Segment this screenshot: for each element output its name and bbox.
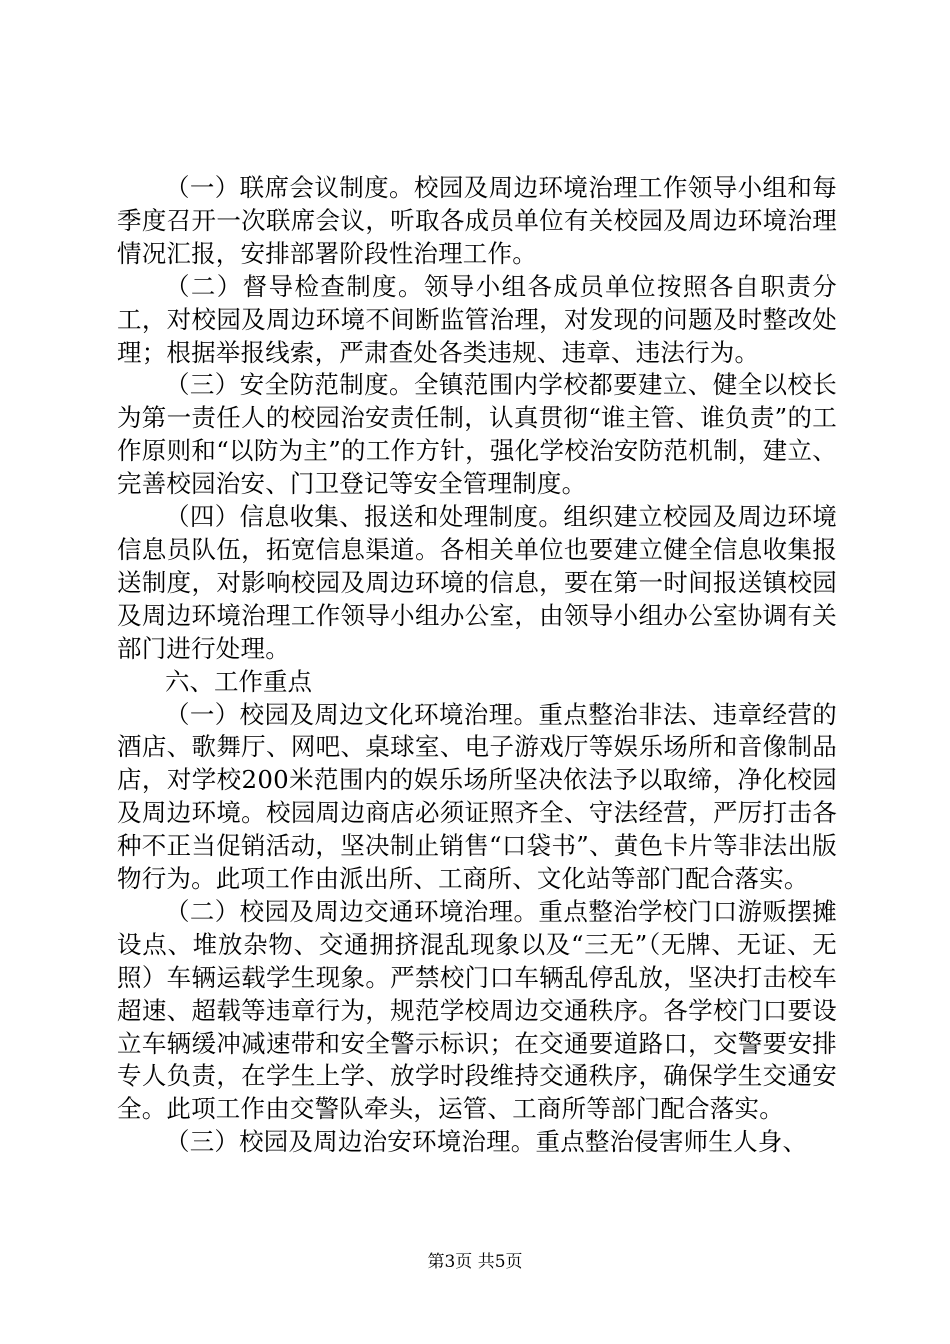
paragraph-joint-meeting: （一）联席会议制度。校园及周边环境治理工作领导小组和每季度召开一次联席会议，听取各成员单位有关校园及周边环境治理情况汇报，安排部署阶段性治理工作。 <box>117 173 837 268</box>
paragraph-culture-environment: （一）校园及周边文化环境治理。重点整治非法、违章经营的酒店、歌舞厅、网吧、桌球室、电子游戏厅等娱乐场所和音像制品店，对学校200米范围内的娱乐场所坚决依法予以取缔，净化校园及周边环境。校园周边商店必须证照齐全、守法经营，严厉打击各种不正当促销活动，坚决制止销售“口袋书”、黄色卡片等非法出版物行为。此项工作由派出所、工商所、文化站等部门配合落实。 <box>117 699 837 894</box>
paragraph-safety: （三）安全防范制度。全镇范围内学校都要建立、健全以校长为第一责任人的校园治安责任制，认真贯彻“谁主管、谁负责”的工作原则和“以防为主”的工作方针，强化学校治安防范机制，建立、完善校园治安、门卫登记等安全管理制度。 <box>117 370 837 499</box>
paragraph-security-environment: （三）校园及周边治安环境治理。重点整治侵害师生人身、 <box>165 1127 808 1157</box>
paragraph-information: （四）信息收集、报送和处理制度。组织建立校园及周边环境信息员队伍，拓宽信息渠道。各相关单位也要建立健全信息收集报送制度，对影响校园及周边环境的信息，要在第一时间报送镇校园及周边环境治理工作领导小组办公室，由领导小组办公室协调有关部门进行处理。 <box>117 502 837 663</box>
paragraph-supervision: （二）督导检查制度。领导小组各成员单位按照各自职责分工，对校园及周边环境不间断监管治理，对发现的问题及时整改处理；根据举报线索，严肃查处各类违规、违章、违法行为。 <box>117 271 837 367</box>
section-heading: 六、工作重点 <box>165 666 312 696</box>
page-footer: 第3页 共5页 <box>427 1252 523 1272</box>
paragraph-traffic-environment: （二）校园及周边交通环境治理。重点整治学校门口游贩摆摊设点、堆放杂物、交通拥挤混乱现象以及“三无”（无牌、无证、无照）车辆运载学生现象。严禁校门口车辆乱停乱放，坚决打击校车超速、超载等违章行为，规范学校周边交通秩序。各学校门口要设立车辆缓冲减速带和安全警示标识；在交通要道路口，交警要安排专人负责，在学生上学、放学时段维持交通秩序，确保学生交通安全。此项工作由交警队牵头，运管、工商所等部门配合落实。 <box>117 896 837 1124</box>
document-body <box>117 172 837 1159</box>
